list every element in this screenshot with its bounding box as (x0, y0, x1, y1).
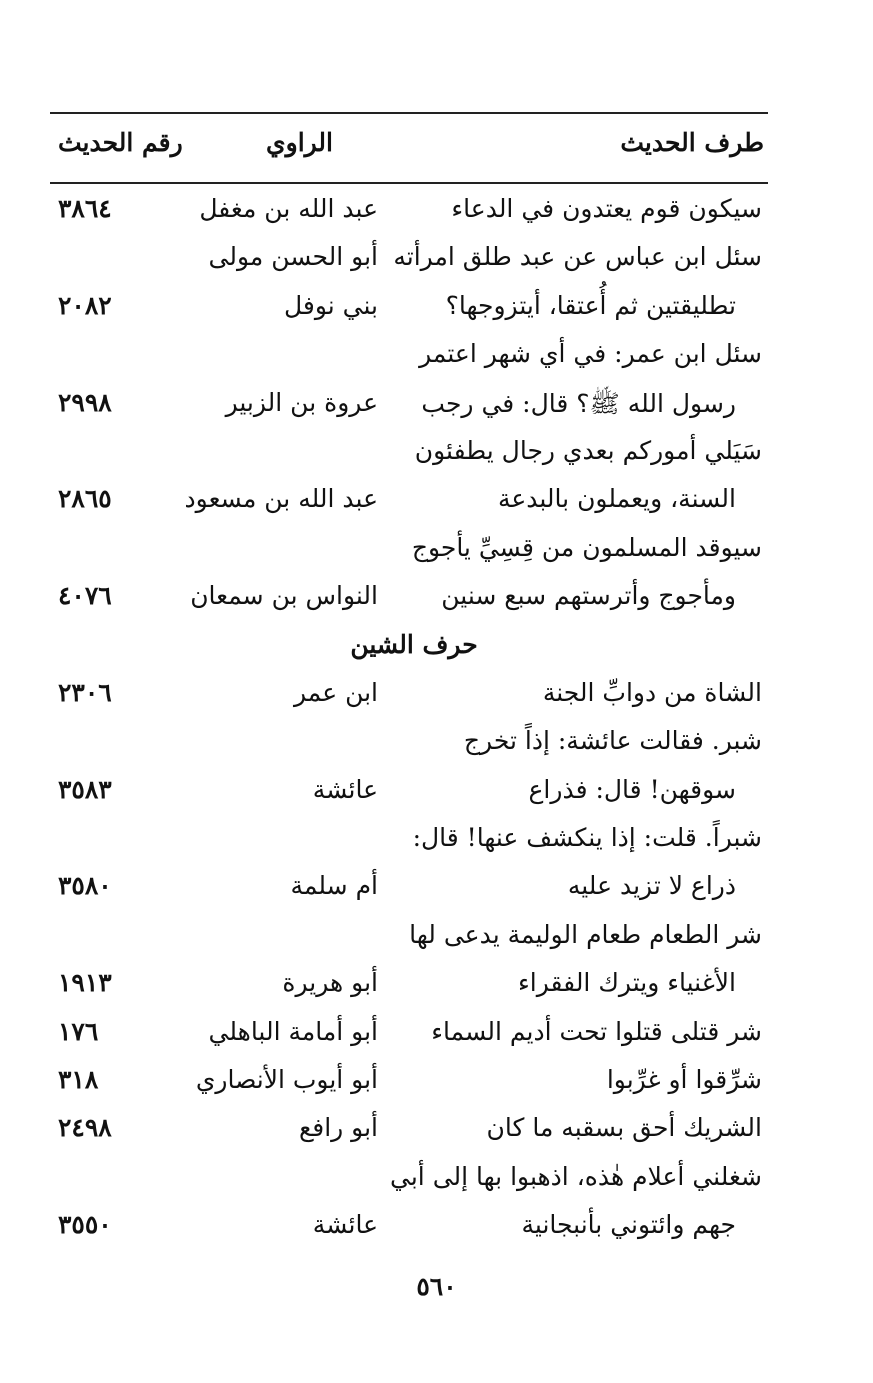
table-row (50, 1156, 768, 1204)
hadith-text: شر قتلى قتلوا تحت أديم السماء (431, 1016, 762, 1046)
narrator: أم سلمة (290, 871, 378, 901)
table-row (50, 382, 768, 430)
table-row (50, 865, 768, 913)
hadith-number: ٣٥٨٠ (58, 871, 112, 901)
hadith-text: الشاة من دوابِّ الجنة (542, 677, 762, 707)
table-row (50, 236, 768, 284)
hadith-number: ٤٠٧٦ (58, 581, 112, 611)
table-row (50, 1011, 768, 1059)
narrator: ابن عمر (293, 677, 378, 707)
table-row (50, 527, 768, 575)
hadith-number: ٣٥٨٣ (58, 774, 112, 804)
narrator: أبو هريرة (282, 968, 378, 998)
section-heading (50, 624, 768, 672)
table-header (50, 112, 768, 184)
narrator: عائشة (312, 774, 378, 804)
table-row (50, 817, 768, 865)
section-title: حرف الشين (350, 629, 478, 659)
narrator: أبو أيوب الأنصاري (195, 1065, 378, 1095)
header-hadith-number: رقم الحديث (58, 128, 183, 157)
table-row (50, 962, 768, 1010)
hadith-text: سئل ابن عباس عن عبد طلق امرأته (393, 242, 762, 272)
hadith-text: السنة، ويعملون بالبدعة (497, 484, 736, 514)
hadith-number: ٢٣٠٦ (58, 677, 112, 707)
index-entries (50, 188, 768, 1253)
hadith-text: الشريك أحق بسقبه ما كان (486, 1113, 762, 1143)
hadith-text: جهم وائتوني بأنبجانية (521, 1210, 736, 1240)
hadith-text: شغلني أعلام هٰذه، اذهبوا بها إلى أبي (390, 1161, 762, 1191)
hadith-text: شرِّقوا أو غرِّبوا (606, 1065, 762, 1095)
table-row (50, 285, 768, 333)
hadith-text: ومأجوج وأترستهم سبع سنين (441, 581, 736, 611)
hadith-number: ٢٨٦٥ (58, 484, 112, 514)
narrator: أبو الحسن مولى (208, 242, 378, 272)
hadith-text: شبر. فقالت عائشة: إذاً تخرج (463, 726, 762, 756)
hadith-text: شر الطعام طعام الوليمة يدعى لها (409, 919, 762, 949)
table-row (50, 333, 768, 381)
narrator: النواس بن سمعان (190, 581, 378, 611)
hadith-text: سَيَلي أموركم بعدي رجال يطفئون (414, 435, 762, 465)
hadith-text: سوقهن! قال: فذراع (528, 774, 736, 804)
table-row (50, 478, 768, 526)
hadith-number: ٢٠٨٢ (58, 290, 112, 320)
hadith-text: ذراع لا تزيد عليه (567, 871, 736, 901)
table-row (50, 672, 768, 720)
narrator: عروة بن الزبير (225, 387, 378, 417)
hadith-text: سيوقد المسلمون من قِسِيِّ يأجوج (411, 532, 762, 562)
hadith-text: الأغنياء ويترك الفقراء (518, 968, 736, 998)
hadith-number: ١٧٦ (58, 1016, 99, 1046)
hadith-number: ٣٥٥٠ (58, 1210, 112, 1240)
narrator: عبد الله بن مغفل (199, 194, 378, 223)
hadith-text: تطليقتين ثم أُعتقا، أيتزوجها؟ (445, 290, 736, 320)
header-hadith-text: طرف الحديث (620, 128, 764, 157)
header-narrator: الراوي (266, 128, 333, 157)
narrator: عبد الله بن مسعود (184, 484, 378, 514)
hadith-number: ٣١٨ (58, 1065, 99, 1095)
table-row (50, 575, 768, 623)
hadith-number: ١٩١٣ (58, 968, 112, 998)
hadith-text: سيكون قوم يعتدون في الدعاء (451, 194, 762, 223)
hadith-text: سئل ابن عمر: في أي شهر اعتمر (419, 339, 762, 369)
hadith-text: رسول الله ﷺ؟ قال: في رجب (421, 388, 736, 418)
narrator: أبو رافع (298, 1113, 378, 1143)
hadith-number: ٣٨٦٤ (58, 194, 112, 223)
table-row (50, 1204, 768, 1252)
table-row (50, 430, 768, 478)
narrator: أبو أمامة الباهلي (208, 1016, 378, 1046)
table-row (50, 769, 768, 817)
hadith-text: شبراً. قلت: إذا ينكشف عنها! قال: (412, 823, 762, 853)
hadith-number: ٢٩٩٨ (58, 387, 112, 417)
narrator: بني نوفل (283, 290, 378, 320)
table-row (50, 1059, 768, 1107)
table-row (50, 188, 768, 236)
table-row (50, 720, 768, 768)
narrator: عائشة (312, 1210, 378, 1240)
hadith-number: ٢٤٩٨ (58, 1113, 112, 1143)
page-number: ٥٦٠ (416, 1272, 457, 1301)
table-row (50, 914, 768, 962)
table-row (50, 1107, 768, 1155)
